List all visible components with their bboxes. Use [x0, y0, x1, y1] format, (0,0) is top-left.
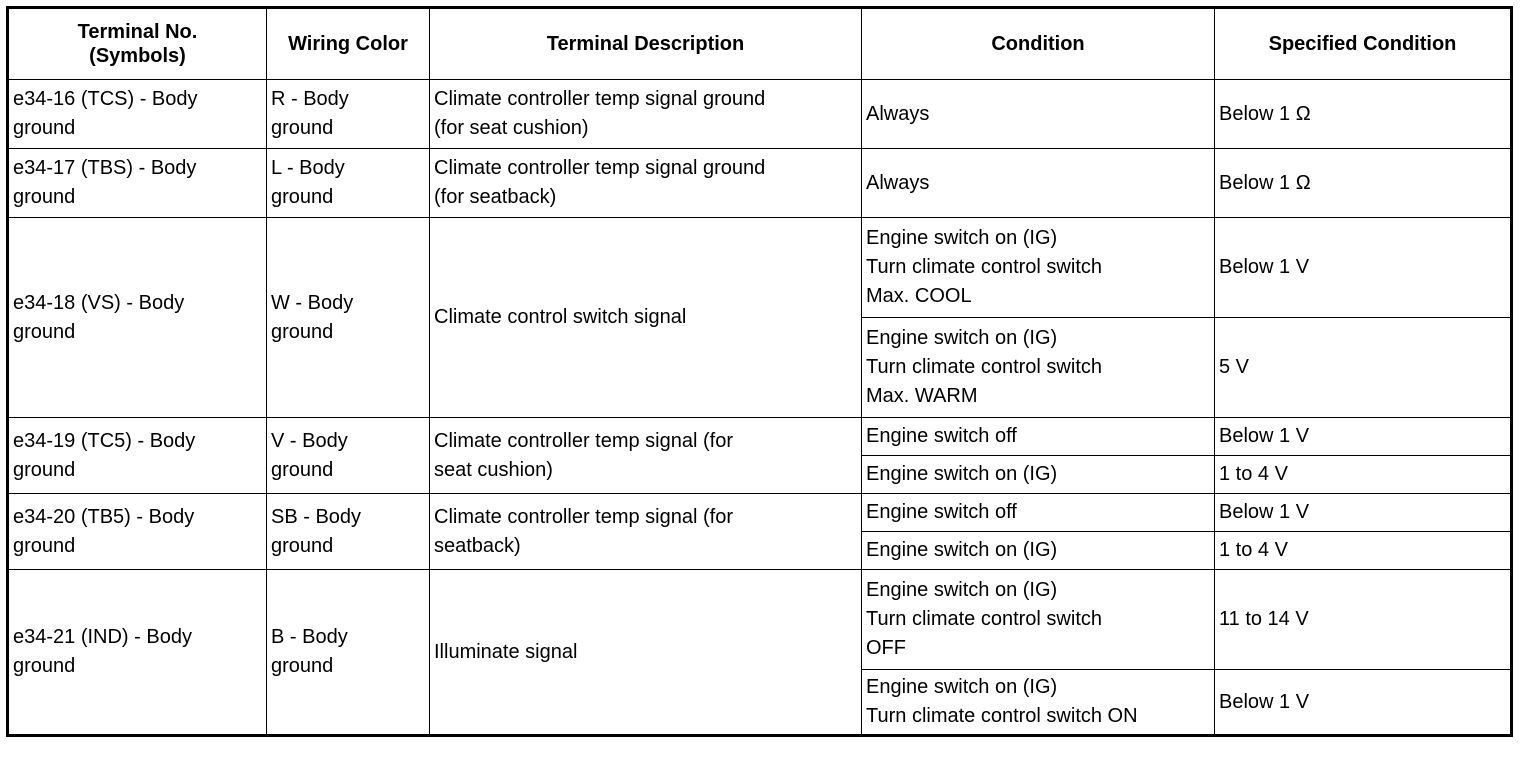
condition-cell: Engine switch on (IG)	[862, 456, 1215, 494]
wiring-color-cell: R - Body ground	[267, 80, 430, 149]
specified-condition-cell: 1 to 4 V	[1215, 532, 1512, 570]
condition-cell: Engine switch off	[862, 418, 1215, 456]
specified-condition-cell: 11 to 14 V	[1215, 570, 1512, 670]
wiring-color-cell: W - Body ground	[267, 218, 430, 418]
description-cell: Climate control switch signal	[430, 218, 862, 418]
header-terminal-description: Terminal Description	[430, 8, 862, 80]
wiring-color-cell: V - Body ground	[267, 418, 430, 494]
wiring-color-cell: SB - Body ground	[267, 494, 430, 570]
wiring-color-cell: B - Body ground	[267, 570, 430, 736]
header-condition: Condition	[862, 8, 1215, 80]
description-cell: Climate controller temp signal ground (for seat cushion)	[430, 80, 862, 149]
specified-condition-cell: Below 1 V	[1215, 670, 1512, 736]
specified-condition-cell: Below 1 Ω	[1215, 149, 1512, 218]
description-cell: Illuminate signal	[430, 570, 862, 736]
terminal-cell: e34-17 (TBS) - Body ground	[8, 149, 267, 218]
specified-condition-cell: Below 1 V	[1215, 418, 1512, 456]
specified-condition-cell: Below 1 Ω	[1215, 80, 1512, 149]
specified-condition-cell: 5 V	[1215, 318, 1512, 418]
header-specified-condition: Specified Condition	[1215, 8, 1512, 80]
table-row	[8, 494, 1512, 532]
condition-cell: Engine switch on (IG)	[862, 532, 1215, 570]
condition-cell: Engine switch on (IG) Turn climate control switch OFF	[862, 570, 1215, 670]
specified-condition-cell: 1 to 4 V	[1215, 456, 1512, 494]
terminal-cell: e34-18 (VS) - Body ground	[8, 218, 267, 418]
terminal-specification-table	[6, 6, 1513, 737]
table-row	[8, 149, 1512, 218]
wiring-color-cell: L - Body ground	[267, 149, 430, 218]
description-cell: Climate controller temp signal ground (for seatback)	[430, 149, 862, 218]
table-row	[8, 570, 1512, 670]
condition-cell: Engine switch off	[862, 494, 1215, 532]
condition-cell: Engine switch on (IG) Turn climate control switch Max. WARM	[862, 318, 1215, 418]
specified-condition-cell: Below 1 V	[1215, 494, 1512, 532]
terminal-cell: e34-19 (TC5) - Body ground	[8, 418, 267, 494]
table-row	[8, 418, 1512, 456]
terminal-cell: e34-21 (IND) - Body ground	[8, 570, 267, 736]
condition-cell: Engine switch on (IG) Turn climate control switch ON	[862, 670, 1215, 736]
condition-cell: Always	[862, 80, 1215, 149]
header-terminal-no: Terminal No. (Symbols)	[8, 8, 267, 80]
terminal-cell: e34-20 (TB5) - Body ground	[8, 494, 267, 570]
description-cell: Climate controller temp signal (for seat cushion)	[430, 418, 862, 494]
terminal-cell: e34-16 (TCS) - Body ground	[8, 80, 267, 149]
table-row	[8, 80, 1512, 149]
header-row	[8, 8, 1512, 80]
table-row	[8, 218, 1512, 318]
specified-condition-cell: Below 1 V	[1215, 218, 1512, 318]
terminal-table-container	[6, 6, 1513, 737]
condition-cell: Always	[862, 149, 1215, 218]
condition-cell: Engine switch on (IG) Turn climate control switch Max. COOL	[862, 218, 1215, 318]
header-wiring-color: Wiring Color	[267, 8, 430, 80]
description-cell: Climate controller temp signal (for seatback)	[430, 494, 862, 570]
